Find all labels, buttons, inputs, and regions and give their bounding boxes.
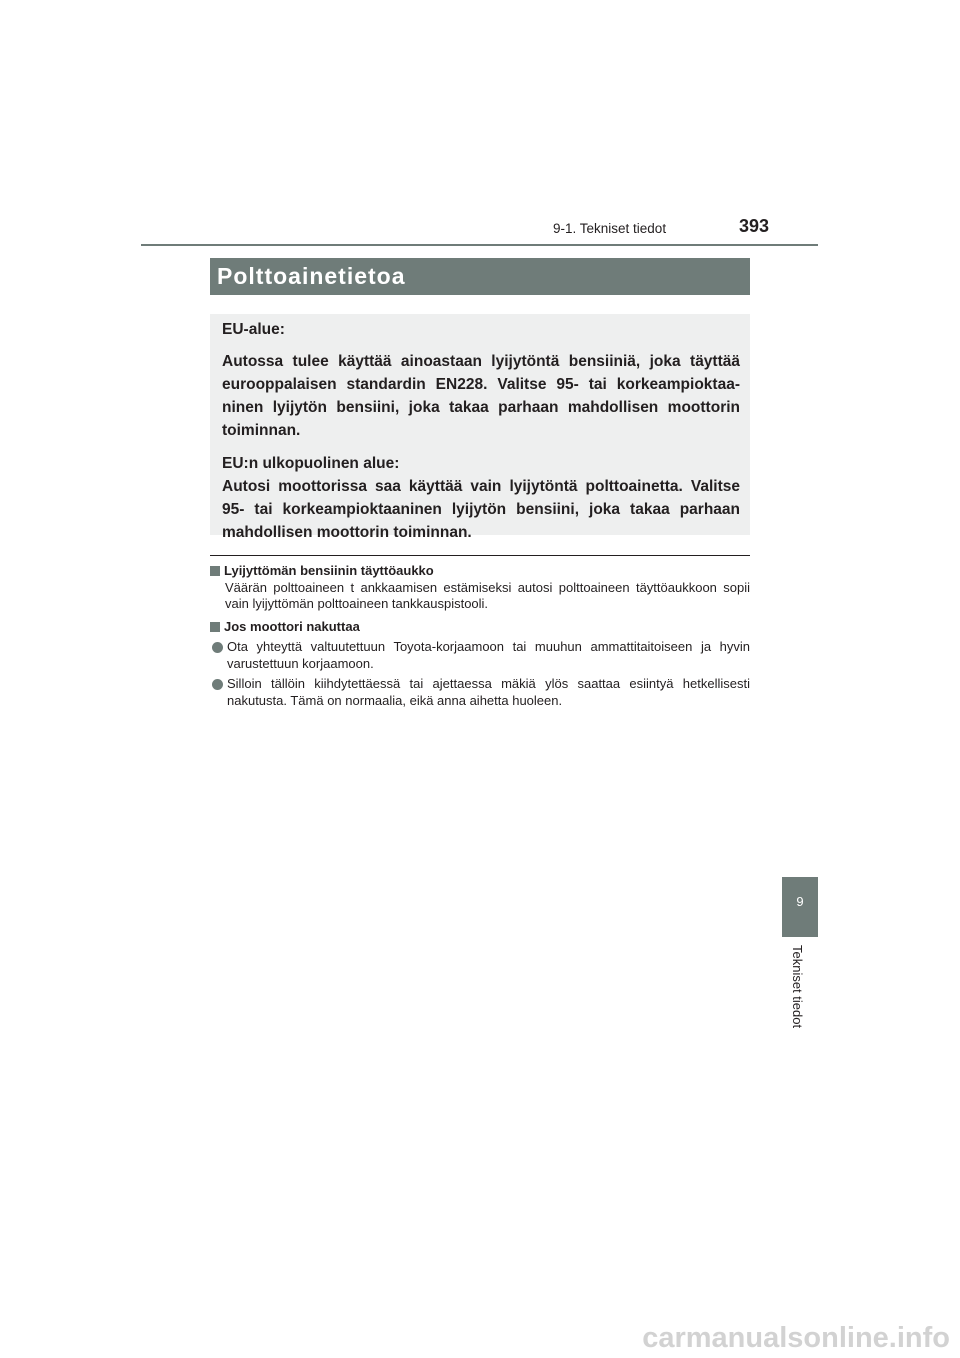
watermark: carmanualsonline.info bbox=[642, 1322, 950, 1354]
note-filler-opening bbox=[210, 563, 750, 613]
page-number: 393 bbox=[739, 216, 770, 236]
section-label: 9-1. Tekniset tiedot bbox=[553, 221, 667, 236]
header-rule bbox=[141, 244, 818, 246]
square-bullet-icon bbox=[210, 622, 220, 632]
chapter-side-label: Tekniset tiedot bbox=[790, 945, 805, 1029]
note-heading: Lyijyttömän bensiinin täyttöaukko bbox=[224, 563, 434, 578]
circle-bullet-icon bbox=[212, 642, 223, 653]
page-title: Polttoainetietoa bbox=[210, 258, 750, 295]
note-text: Väärän polttoaineen t ankkaamisen estämiseksi autosi polttoaineen täyttöaukkoon sopii vain lyijyttömän polttoaineen tankkauspistooli. bbox=[225, 579, 750, 611]
list-item bbox=[210, 676, 750, 709]
non-eu-region-text: Autosi moottorissa saa käyttää vain lyijytöntä polttoainetta. Valitse 95- tai korkeampioktaaninen lyijytön bensiini, joka takaa parhaan mahdollisen moottorin toiminnan. bbox=[222, 478, 740, 541]
eu-region-text: Autossa tulee käyttää ainoastaan lyijytöntä bensiiniä, joka täyttää eurooppalaisen standardin EN228. Valitse 95- tai korkeampioktaaninen lyijytön bensiini, joka takaa parhaan mahdollisen moottorin toiminnan. bbox=[222, 353, 740, 439]
chapter-tab: 9 bbox=[782, 877, 818, 937]
non-eu-region-label: EU:n ulkopuolinen alue: bbox=[222, 455, 400, 472]
circle-bullet-icon bbox=[212, 679, 223, 690]
list-item bbox=[210, 639, 750, 672]
fuel-info-box bbox=[210, 314, 750, 541]
note-heading: Jos moottori nakuttaa bbox=[224, 618, 360, 634]
square-bullet-icon bbox=[210, 566, 220, 576]
note-engine-knock bbox=[210, 619, 750, 710]
section-divider bbox=[210, 555, 750, 556]
list-item-text: Silloin tällöin kiihdytettäessä tai ajettaessa mäkiä ylös saattaa esiintyä hetkellisesti nakutusta. Tämä on normaalia, eikä anna aihetta huoleen. bbox=[227, 676, 750, 708]
eu-region-label: EU-alue: bbox=[222, 321, 285, 338]
notes-section bbox=[210, 563, 750, 715]
list-item-text: Ota yhteyttä valtuutettuun Toyota-korjaamoon tai muuhun ammattitaitoiseen ja hyvin varustettuun korjaamoon. bbox=[227, 639, 750, 671]
